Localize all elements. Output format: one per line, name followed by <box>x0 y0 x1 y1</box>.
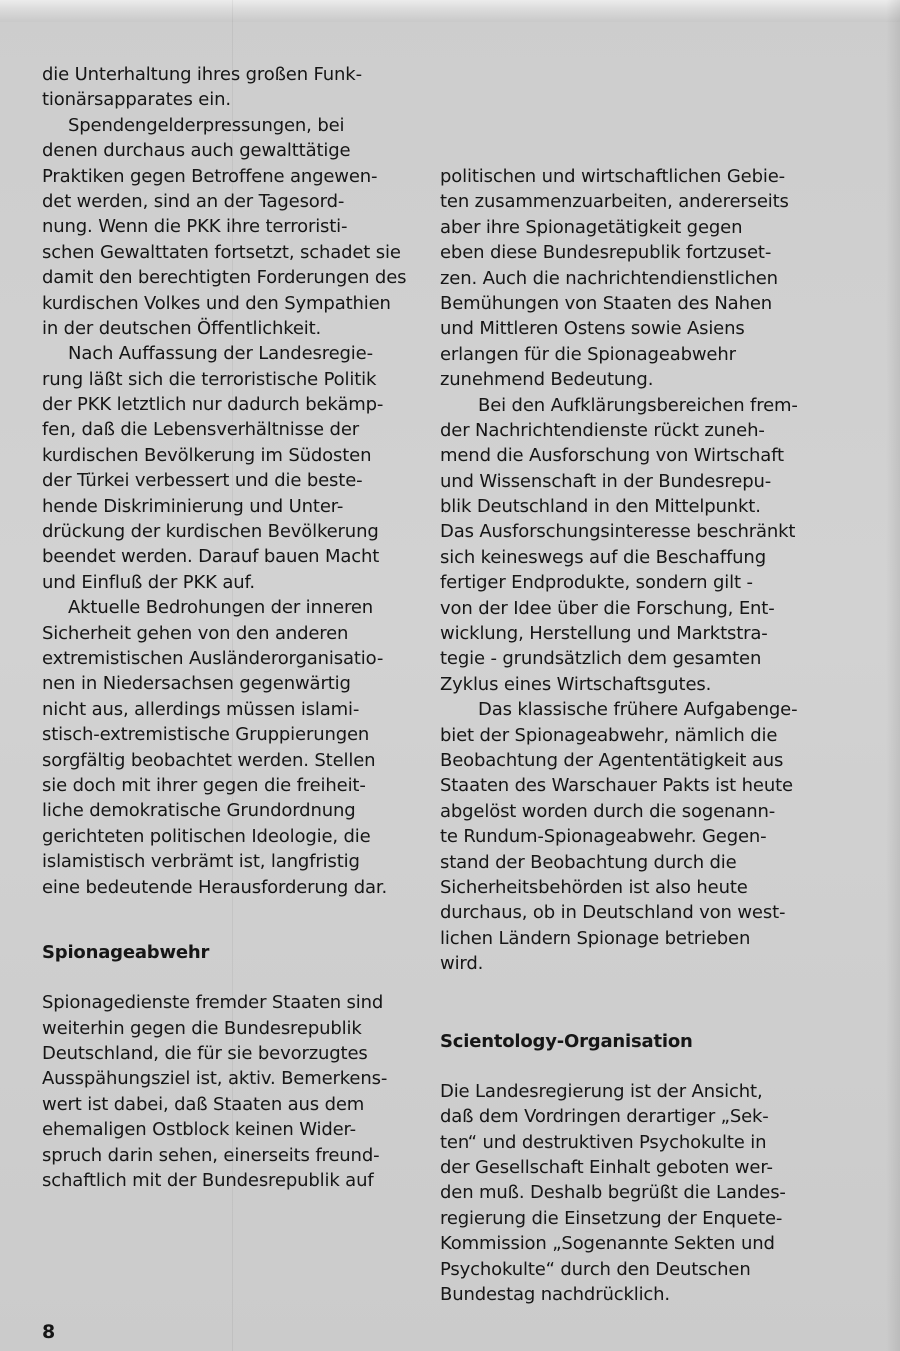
text-line: Das klassische frühere Aufgabenge- <box>478 699 798 721</box>
page-top-edge <box>0 0 900 22</box>
text-line: rung läßt sich die terroristische Politik <box>42 368 377 390</box>
text-line: nung. Wenn die PKK ihre terroristi- <box>42 216 348 238</box>
paragraph <box>42 62 412 113</box>
text-line: Nach Auffassung der Landesregie- <box>68 343 373 365</box>
text-line: den muß. Deshalb begrüßt die Landes- <box>440 1182 786 1204</box>
text-line: Sicherheit gehen von den anderen <box>42 622 349 644</box>
text-line: sich keineswegs auf die Beschaffung <box>440 546 766 568</box>
text-line: Psychokulte“ durch den Deutschen <box>440 1258 751 1280</box>
text-line: der Gesellschaft Einhalt geboten wer- <box>440 1157 773 1179</box>
text-line: damit den berechtigten Forderungen des <box>42 267 407 289</box>
text-line: schen Gewalttaten fortsetzt, schadet sie <box>42 241 401 263</box>
text-line: fertiger Endprodukte, sondern gilt - <box>440 572 753 594</box>
text-line: der Nachrichtendienste rückt zuneh- <box>440 419 765 441</box>
text-line: Kommission „Sogenannte Sekten und <box>440 1233 775 1255</box>
text-line: der Türkei verbessert und die beste- <box>42 470 363 492</box>
text-line: wicklung, Herstellung und Marktstra- <box>440 623 768 645</box>
text-line: stand der Beobachtung durch die <box>440 851 737 873</box>
text-line: mend die Ausforschung von Wirtschaft <box>440 445 784 467</box>
paragraph <box>42 113 412 342</box>
text-line: ehemaligen Ostblock keinen Wider- <box>42 1119 357 1141</box>
text-line: drückung der kurdischen Bevölkerung <box>42 521 379 543</box>
text-line: durchaus, ob in Deutschland von west- <box>440 902 786 924</box>
paragraph <box>42 595 412 900</box>
text-line: in der deutschen Öffentlichkeit. <box>42 317 322 339</box>
text-line: zen. Auch die nachrichtendienstlichen <box>440 267 778 289</box>
text-line: eben diese Bundesrepublik fortzuset- <box>440 242 772 264</box>
text-line: denen durchaus auch gewalttätige <box>42 140 351 162</box>
text-line: sie doch mit ihrer gegen die freiheit- <box>42 774 366 796</box>
text-line: lichen Ländern Spionage betrieben <box>440 927 751 949</box>
text-line: erlangen für die Spionageabwehr <box>440 343 736 365</box>
text-line: Praktiken gegen Betroffene angewen- <box>42 165 378 187</box>
text-line: ten zusammenzuarbeiten, andererseits <box>440 191 789 213</box>
text-line: wert ist dabei, daß Staaten aus dem <box>42 1093 365 1115</box>
text-line: Sicherheitsbehörden ist also heute <box>440 876 748 898</box>
text-line: nen in Niedersachsen gegenwärtig <box>42 673 351 695</box>
text-line: hende Diskriminierung und Unter- <box>42 495 344 517</box>
spacer <box>440 1054 820 1079</box>
text-line: Staaten des Warschauer Pakts ist heute <box>440 775 793 797</box>
text-line: und Einfluß der PKK auf. <box>42 571 255 593</box>
text-line: tegie - grundsätzlich dem gesamten <box>440 648 762 670</box>
text-line: Bei den Aufklärungsbereichen frem- <box>478 394 798 416</box>
text-line: fen, daß die Lebensverhältnisse der <box>42 419 359 441</box>
text-line: kurdischen Volkes und den Sympathien <box>42 292 391 314</box>
text-line: Bundestag nachdrücklich. <box>440 1284 671 1306</box>
page-number: 8 <box>42 1321 56 1343</box>
right-column <box>440 164 820 1307</box>
section-heading-spionageabwehr: Spionageabwehr <box>42 941 210 963</box>
text-line: biet der Spionageabwehr, nämlich die <box>440 724 778 746</box>
text-line: wird. <box>440 953 484 975</box>
spacer <box>42 965 412 990</box>
text-line: extremistischen Ausländerorganisatio- <box>42 647 384 669</box>
paragraph <box>42 990 412 1193</box>
text-line: abgelöst worden durch die sogenann- <box>440 800 776 822</box>
text-line: daß dem Vordringen derartiger „Sek- <box>440 1106 769 1128</box>
text-line: die Unterhaltung ihres großen Funk- <box>42 64 362 85</box>
paragraph <box>440 393 820 698</box>
text-line: islamistisch verbrämt ist, langfristig <box>42 851 360 873</box>
text-line: schaftlich mit der Bundesrepublik auf <box>42 1170 374 1192</box>
page-right-shadow <box>886 0 900 1351</box>
left-column <box>42 62 412 1193</box>
text-line: beendet werden. Darauf bauen Macht <box>42 546 380 568</box>
text-line: Beobachtung der Agententätigkeit aus <box>440 749 784 771</box>
text-line: det werden, sind an der Tagesord- <box>42 190 345 212</box>
text-line: Bemühungen von Staaten des Nahen <box>440 292 773 314</box>
text-line: tionärsapparates ein. <box>42 89 231 111</box>
text-line: blik Deutschland in den Mittelpunkt. <box>440 496 761 518</box>
text-line: aber ihre Spionagetätigkeit gegen <box>440 216 743 238</box>
text-line: eine bedeutende Herausforderung dar. <box>42 876 388 898</box>
text-line: stisch-extremistische Gruppierungen <box>42 724 370 746</box>
text-line: Spionagedienste fremder Staaten sind <box>42 992 384 1014</box>
text-line: und Wissenschaft in der Bundesrepu- <box>440 470 772 492</box>
text-line: kurdischen Bevölkerung im Südosten <box>42 444 372 466</box>
text-line: Die Landesregierung ist der Ansicht, <box>440 1080 763 1102</box>
paragraph <box>440 1079 820 1308</box>
section-heading-scientology: Scientology-Organisation <box>440 1030 693 1052</box>
text-line: Spendengelderpressungen, bei <box>68 114 345 136</box>
text-line: gerichteten politischen Ideologie, die <box>42 825 371 847</box>
text-line: Aktuelle Bedrohungen der inneren <box>68 597 373 619</box>
text-line: und Mittleren Ostens sowie Asiens <box>440 318 745 340</box>
text-line: te Rundum-Spionageabwehr. Gegen- <box>440 826 767 848</box>
text-line: zunehmend Bedeutung. <box>440 369 654 391</box>
text-line: ten“ und destruktiven Psychokulte in <box>440 1131 767 1153</box>
text-line: Deutschland, die für sie bevorzugtes <box>42 1043 368 1065</box>
paragraph <box>42 341 412 595</box>
text-line: Ausspähungsziel ist, aktiv. Bemerkens- <box>42 1068 388 1090</box>
text-line: der PKK letztlich nur dadurch bekämp- <box>42 394 384 416</box>
spacer <box>42 900 412 940</box>
paragraph <box>440 697 820 976</box>
text-line: politischen und wirtschaftlichen Gebie- <box>440 166 786 187</box>
spacer <box>440 977 820 1029</box>
text-line: liche demokratische Grundordnung <box>42 800 356 822</box>
text-line: spruch darin sehen, einerseits freund- <box>42 1144 380 1166</box>
text-line: regierung die Einsetzung der Enquete- <box>440 1207 783 1229</box>
text-line: nicht aus, allerdings müssen islami- <box>42 698 360 720</box>
text-line: sorgfältig beobachtet werden. Stellen <box>42 749 376 771</box>
paragraph <box>440 164 820 393</box>
text-line: Das Ausforschungsinteresse beschränkt <box>440 521 796 543</box>
text-line: weiterhin gegen die Bundesrepublik <box>42 1017 362 1039</box>
text-line: von der Idee über die Forschung, Ent- <box>440 597 775 619</box>
text-line: Zyklus eines Wirtschaftsgutes. <box>440 673 712 695</box>
